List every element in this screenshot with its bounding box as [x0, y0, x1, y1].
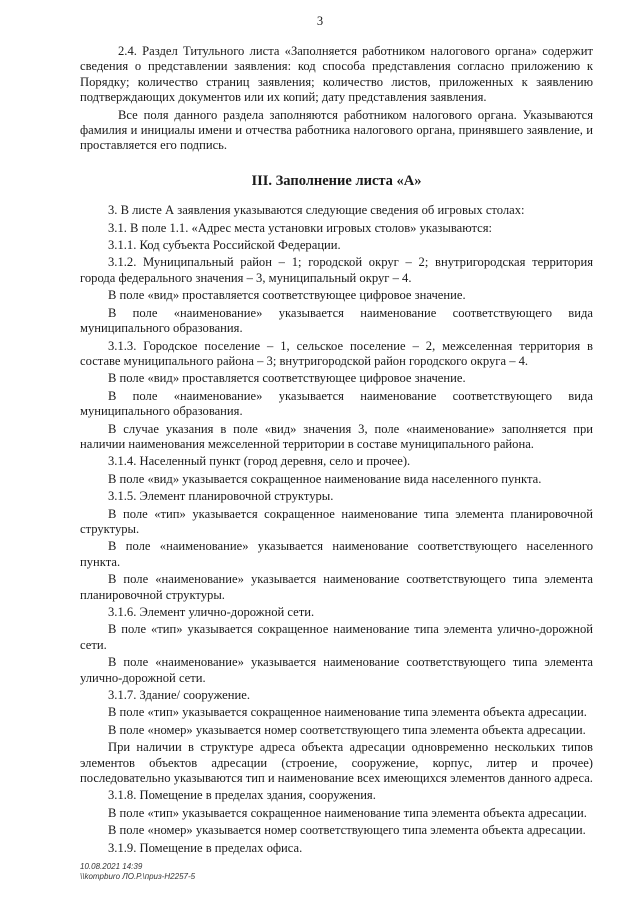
- paragraph-name-road: В поле «наименование» указывается наименование соответствующего типа элемента улично-дорожной сети.: [80, 655, 593, 685]
- paragraph-3-1-9: 3.1.9. Помещение в пределах офиса.: [108, 840, 303, 855]
- paragraph-type-planning: В поле «тип» указывается сокращенное наименование типа элемента планировочной структуры.: [80, 506, 593, 536]
- paragraph-3-1-6: 3.1.6. Элемент улично-дорожной сети.: [108, 605, 315, 619]
- paragraph-3-1-4: 3.1.4. Населенный пункт (город деревня, село и прочее).: [108, 454, 411, 469]
- paragraph-number-premises: В поле «номер» указывается номер соответствующего типа элемента объекта адресации.: [108, 823, 586, 838]
- paragraph-name-settlement: В поле «наименование» указывается наименование соответствующего населенного пункта.: [80, 539, 593, 569]
- paragraph-number-building: В поле «номер» указывается номер соответствующего типа элемента объекта адресации.: [108, 722, 586, 737]
- paragraph-3-1-3: 3.1.3. Городское поселение – 1, сельское поселение – 2, межселенная территория в составе муниципального района – 3; внутригородской район городского округа – 4.: [80, 338, 593, 368]
- paragraph-3-1: 3.1. В поле 1.1. «Адрес места установки игровых столов» указываются:: [108, 220, 493, 235]
- paragraph-type-building: В поле «тип» указывается сокращенное наименование типа элемента объекта адресации.: [108, 705, 587, 720]
- paragraph-3-1-1: 3.1.1. Код субъекта Российской Федерации.: [108, 238, 341, 253]
- footer-file-path: \\kompburo ЛО.Р.\приз-Н2257-5: [80, 872, 196, 881]
- paragraph-3: 3. В листе А заявления указываются следующие сведения об игровых столах:: [108, 203, 525, 218]
- page-number: 3: [316, 14, 324, 28]
- paragraph-2-4: 2.4. Раздел Титульного листа «Заполняется работником налогового органа» содержит сведения о представлении заявления: код способа представления согласно приложению к Порядку; количество страниц заявления; количество листов, приложенных к заявлению подтверждающих документов или их копий; дату представления заявления.: [80, 44, 593, 105]
- paragraph-vid-1: В поле «вид» проставляется соответствующее цифровое значение.: [108, 288, 466, 303]
- paragraph-name-1: В поле «наименование» указывается наименование соответствующего вида муниципального образования.: [80, 305, 593, 336]
- paragraph-3-1-2: 3.1.2. Муниципальный район – 1; городской округ – 2; внутригородская территория города федерального значения – 3, муниципальный округ – 4.: [80, 255, 593, 285]
- document-body: [80, 44, 593, 858]
- section-title: III. Заполнение листа «А»: [251, 172, 422, 189]
- paragraph-name-planning: В поле «наименование» указывается наименование соответствующего типа элемента планировочной структуры.: [80, 572, 593, 602]
- paragraph-vid-settlement: В поле «вид» указывается сокращенное наименование вида населенного пункта.: [108, 471, 542, 486]
- paragraph-type-premises: В поле «тип» указывается сокращенное наименование типа элемента объекта адресации.: [108, 805, 587, 820]
- paragraph-3-1-7: 3.1.7. Здание/ сооружение.: [108, 688, 250, 703]
- paragraph-3-1-8: 3.1.8. Помещение в пределах здания, сооружения.: [108, 788, 376, 803]
- paragraph-name-2: В поле «наименование» указывается наименование соответствующего вида муниципального образования.: [80, 388, 593, 419]
- paragraph-multiple-elements: При наличии в структуре адреса объекта адресации одновременно нескольких типов элементов объектов адресации (строение, сооружение, корпус, литер и прочее) последовательно указываются тип и наименование всех имеющихся элементов данного адреса.: [80, 740, 593, 786]
- paragraph-type-road: В поле «тип» указывается сокращенное наименование типа элемента улично-дорожной сети.: [80, 622, 593, 652]
- paragraph-vid-2: В поле «вид» проставляется соответствующее цифровое значение.: [108, 371, 466, 386]
- paragraph-vid-3-case: В случае указания в поле «вид» значения 3, поле «наименование» заполняется при наличии наименования межселенной территории в составе муниципального района.: [80, 421, 593, 451]
- paragraph-3-1-5: 3.1.5. Элемент планировочной структуры.: [108, 489, 334, 504]
- footer-date: 10.08.2021 14:39: [80, 862, 143, 871]
- paragraph-fields-filled-by-officer: Все поля данного раздела заполняются работником налогового органа. Указываются фамилия и инициалы имени и отчества работника налогового органа, принявшего заявление, и проставляется его подпись.: [80, 107, 593, 153]
- footer: [80, 862, 195, 882]
